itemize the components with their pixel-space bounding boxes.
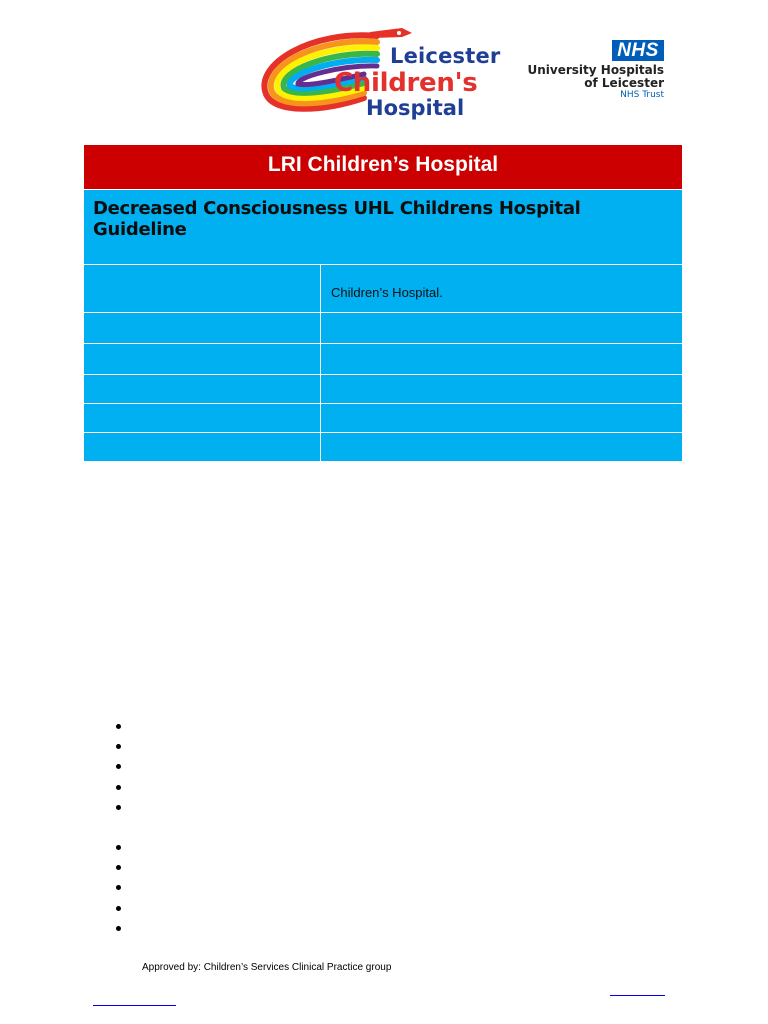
table-row [84, 404, 682, 433]
guideline-title-cell [84, 190, 682, 265]
bullet-icon [116, 845, 121, 850]
nhs-badge: NHS [612, 40, 664, 61]
bullet-icon [116, 724, 121, 729]
table-row-value [321, 313, 682, 343]
nhs-trust-name-line3: NHS Trust [620, 90, 664, 100]
table-row-value [321, 433, 682, 461]
table-row-label [84, 313, 321, 343]
logo-text-leicester: Leicester [390, 44, 501, 68]
table-row-value: Children’s Hospital. [331, 285, 443, 300]
table-row-label [84, 404, 321, 432]
bullet-icon [116, 785, 121, 790]
bullet-icon [116, 744, 121, 749]
table-row-value [321, 375, 682, 403]
bullet-icon [116, 805, 121, 810]
logo-text-hospital: Hospital [366, 96, 465, 120]
table-row [84, 433, 682, 461]
hospital-banner: LRI Children’s Hospital [84, 145, 682, 190]
bullet-icon [116, 764, 121, 769]
bullet-icon [116, 906, 121, 911]
nhs-trust-name-line1: University Hospitals [527, 63, 664, 77]
guideline-title: Decreased Consciousness UHL Childrens Hospital Guideline [93, 198, 581, 240]
bullet-icon [116, 926, 121, 931]
guideline-header-table [84, 145, 682, 461]
logo-text-childrens: Children's [334, 68, 478, 98]
table-row-value [321, 344, 682, 374]
hyperlink-underline[interactable] [93, 1005, 176, 1006]
leicester-childrens-hospital-logo [252, 24, 501, 124]
hyperlink-underline[interactable] [610, 995, 665, 996]
table-row-label [84, 375, 321, 403]
table-row [84, 313, 682, 344]
table-row-label [84, 433, 321, 461]
table-row [84, 375, 682, 404]
table-row [84, 265, 682, 313]
approved-by-text: Approved by: Children’s Services Clinical Practice group [142, 962, 392, 973]
bullet-icon [116, 885, 121, 890]
nhs-trust-name-line2: of Leicester [584, 76, 664, 90]
table-row-label [84, 344, 321, 374]
nhs-trust-logo [527, 40, 670, 102]
table-row-value [321, 404, 682, 432]
table-row-label [84, 265, 321, 312]
table-row [84, 344, 682, 375]
bullet-icon [116, 865, 121, 870]
